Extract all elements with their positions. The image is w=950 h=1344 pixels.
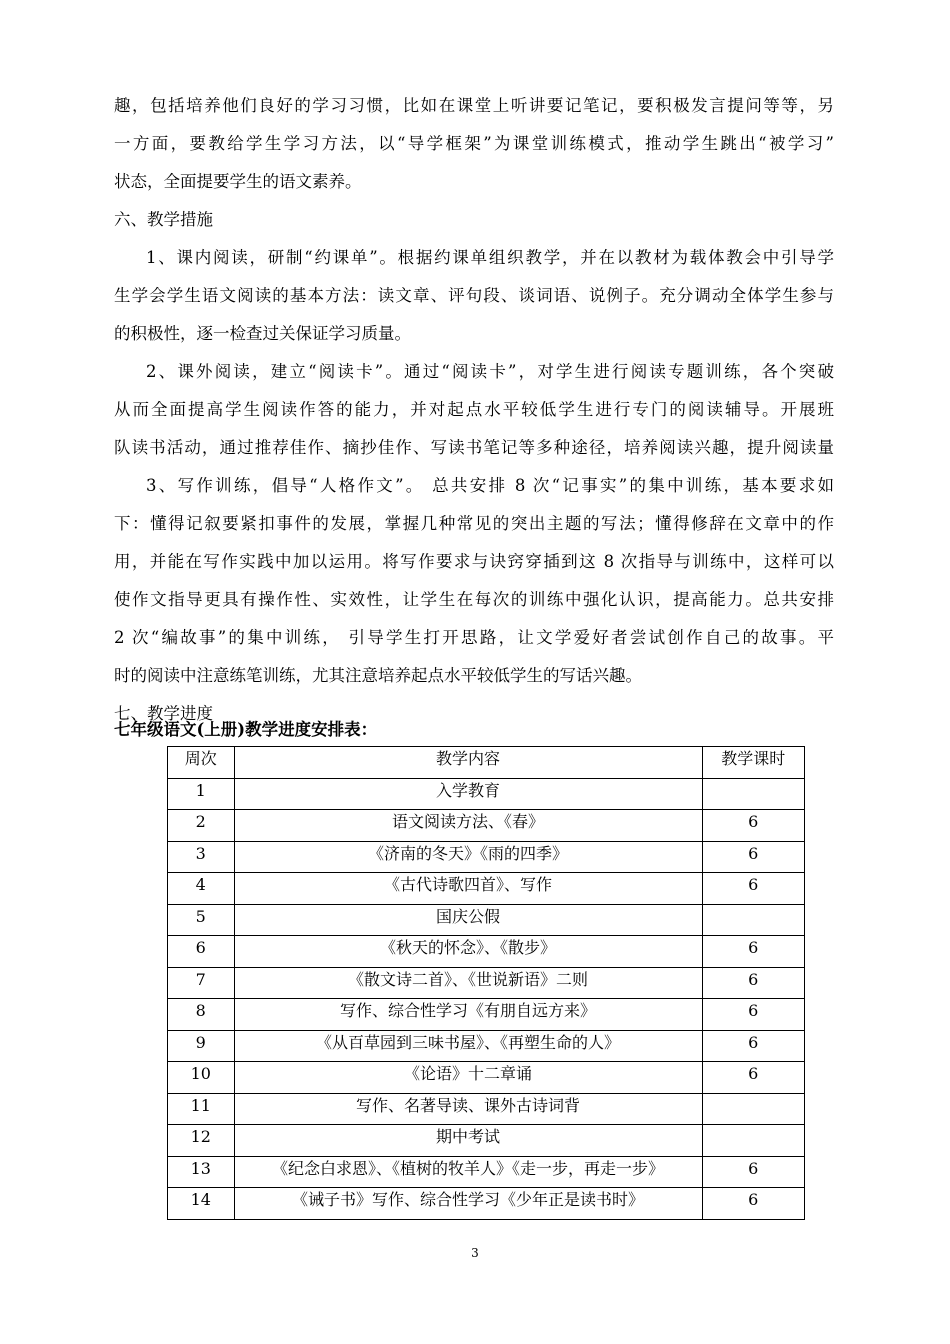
table-row (168, 967, 805, 999)
cell-content: 写作、名著导读、课外古诗词背 (234, 1093, 702, 1125)
table-row (168, 999, 805, 1031)
cell-hours: 6 (702, 841, 805, 873)
cell-content: 《论语》十二章诵 (234, 1062, 702, 1094)
cell-content: 期中考试 (234, 1125, 702, 1157)
cell-content: 《纪念白求恩》、《植树的牧羊人》《走一步，再走一步》 (234, 1156, 702, 1188)
header-content: 教学内容 (234, 747, 702, 779)
cell-hours (702, 1125, 805, 1157)
cell-hours (702, 904, 805, 936)
cell-week: 5 (168, 904, 235, 936)
table-row (168, 1125, 805, 1157)
paragraph-line: 1、课内阅读，研制“约课单”。根据约课单组织教学，并在以教材为载体教会中引导学 (146, 248, 834, 267)
paragraph-line: 3、写作训练，倡导“人格作文”。 总共安排 8 次“记事实”的集中训练，基本要求如 (146, 476, 834, 495)
paragraph-line: 队读书活动，通过推荐佳作、摘抄佳作、写读书笔记等多种途径，培养阅读兴趣，提升阅读量 (114, 438, 834, 457)
cell-content: 写作、综合性学习《有朋自远方来》 (234, 999, 702, 1031)
cell-content: 语文阅读方法、《春》 (234, 810, 702, 842)
schedule-table (167, 746, 805, 1220)
page-number: 3 (471, 1246, 479, 1260)
paragraph-line: 使作文指导更具有操作性、实效性，让学生在每次的训练中强化认识，提高能力。总共安排 (114, 590, 834, 609)
cell-content: 《从百草园到三味书屋》、《再塑生命的人》 (234, 1030, 702, 1062)
cell-content: 国庆公假 (234, 904, 702, 936)
cell-week: 13 (168, 1156, 235, 1188)
cell-week: 2 (168, 810, 235, 842)
paragraph-line: 2、课外阅读，建立“阅读卡”。通过“阅读卡”，对学生进行阅读专题训练，各个突破 (146, 362, 834, 381)
table-row (168, 778, 805, 810)
cell-hours: 6 (702, 1062, 805, 1094)
paragraph-line: 用，并能在写作实践中加以运用。将写作要求与诀窍穿插到这 8 次指导与训练中，这样可以 (114, 552, 834, 571)
cell-content: 《秋天的怀念》、《散步》 (234, 936, 702, 968)
cell-week: 8 (168, 999, 235, 1031)
cell-hours: 6 (702, 873, 805, 905)
paragraph-line: 一方面，要教给学生学习方法，以“导学框架”为课堂训练模式，推动学生跳出“被学习” (114, 134, 834, 153)
cell-week: 3 (168, 841, 235, 873)
cell-week: 10 (168, 1062, 235, 1094)
table-row (168, 873, 805, 905)
table-row (168, 810, 805, 842)
paragraph-line: 时的阅读中注意练笔训练，尤其注意培养起点水平较低学生的写话兴趣。 (114, 666, 642, 685)
cell-hours (702, 778, 805, 810)
cell-content: 入学教育 (234, 778, 702, 810)
cell-content: 《散文诗二首》、《世说新语》二则 (234, 967, 702, 999)
paragraph-line: 生学会学生语文阅读的基本方法：读文章、评句段、谈词语、说例子。充分调动全体学生参与 (114, 286, 834, 305)
cell-week: 11 (168, 1093, 235, 1125)
table-row (168, 904, 805, 936)
cell-hours: 6 (702, 999, 805, 1031)
cell-hours: 6 (702, 1030, 805, 1062)
cell-hours: 6 (702, 967, 805, 999)
cell-week: 9 (168, 1030, 235, 1062)
cell-hours: 6 (702, 1156, 805, 1188)
paragraph-line: 2 次“编故事”的集中训练， 引导学生打开思路，让文学爱好者尝试创作自己的故事。平 (114, 628, 834, 647)
cell-week: 7 (168, 967, 235, 999)
table-row (168, 1062, 805, 1094)
cell-week: 14 (168, 1188, 235, 1220)
cell-content: 《古代诗歌四首》、写作 (234, 873, 702, 905)
cell-hours: 6 (702, 1188, 805, 1220)
cell-content: 《诫子书》写作、综合性学习《少年正是读书时》 (234, 1188, 702, 1220)
header-hours: 教学课时 (702, 747, 805, 779)
table-row (168, 936, 805, 968)
cell-week: 6 (168, 936, 235, 968)
paragraph-line: 从而全面提高学生阅读作答的能力，并对起点水平较低学生进行专门的阅读辅导。开展班 (114, 400, 834, 419)
table-row (168, 1156, 805, 1188)
cell-week: 4 (168, 873, 235, 905)
paragraph-line: 下：懂得记叙要紧扣事件的发展，掌握几种常见的突出主题的写法；懂得修辞在文章中的作 (114, 514, 834, 533)
cell-hours: 6 (702, 936, 805, 968)
cell-week: 12 (168, 1125, 235, 1157)
paragraph-line: 状态，全面提要学生的语文素养。 (114, 172, 362, 191)
section-heading-6: 六、教学措施 (114, 210, 213, 229)
cell-week: 1 (168, 778, 235, 810)
paragraph-line: 的积极性，逐一检查过关保证学习质量。 (114, 324, 411, 343)
table-row (168, 1188, 805, 1220)
section-heading-7: 七、教学进度 (114, 704, 213, 723)
table-title: 七年级语文(上册)教学进度安排表： (114, 720, 378, 739)
cell-hours: 6 (702, 810, 805, 842)
table-row (168, 1093, 805, 1125)
cell-content: 《济南的冬天》《雨的四季》 (234, 841, 702, 873)
header-week: 周次 (168, 747, 235, 779)
table-header-row (168, 747, 805, 779)
table-row (168, 1030, 805, 1062)
paragraph-line: 趣，包括培养他们良好的学习习惯，比如在课堂上听讲要记笔记，要积极发言提问等等，另 (114, 96, 834, 115)
cell-hours (702, 1093, 805, 1125)
table-row (168, 841, 805, 873)
